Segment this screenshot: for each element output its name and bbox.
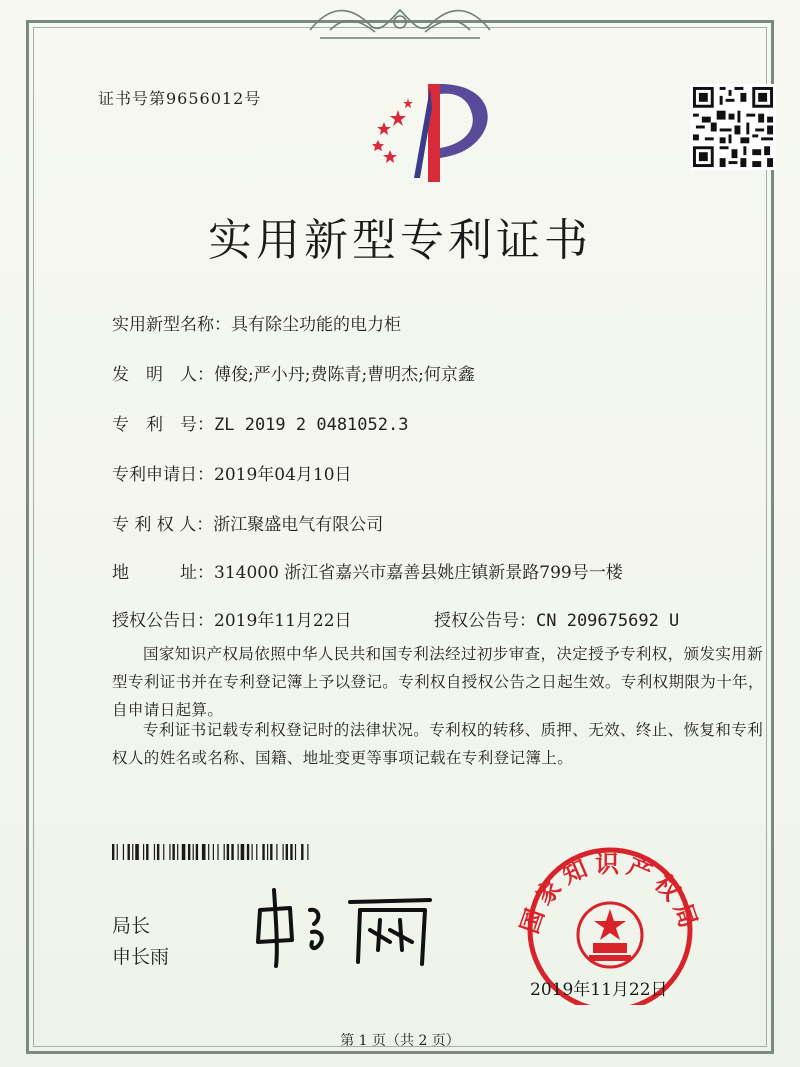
seal-text: 国家知识产权局 — [515, 850, 705, 938]
field-label: 专 利 号： — [112, 415, 214, 435]
field-value: 2019年04月10日 — [214, 465, 352, 485]
field-patent-number — [112, 410, 408, 435]
body-paragraph-1: 国家知识产权局依照中华人民共和国专利法经过初步审查，决定授予专利权，颁发实用新型专利证书并在专利登记簿上予以登记。专利权自授权公告之日起生效。专利权期限为十年，自申请日起算。 — [112, 645, 764, 719]
field-label: 授权公告号： — [434, 611, 536, 631]
field-value: 浙江聚盛电气有限公司 — [213, 515, 384, 535]
field-label: 发 明 人： — [112, 365, 214, 385]
field-value: 傅俊;严小丹;费陈青;曹明杰;何京鑫 — [214, 365, 475, 385]
signature-icon — [240, 880, 450, 970]
field-value: ZL 2019 2 0481052.3 — [214, 415, 409, 435]
page-indicator: 第 1 页（共 2 页） — [340, 1033, 460, 1049]
director-name: 申长雨 — [112, 946, 170, 968]
qr-code-icon — [690, 84, 776, 170]
certificate-number: 证书号第9656012号 — [98, 89, 262, 108]
field-value: 具有除尘功能的电力柜 — [231, 315, 401, 335]
field-label: 专 利 权 人： — [112, 515, 214, 535]
field-label: 地 址： — [112, 563, 214, 583]
field-grant-number — [434, 606, 679, 631]
barcode-icon — [112, 844, 452, 860]
seal-date: 2019年11月22日 — [530, 980, 668, 1000]
field-value: 2019年11月22日 — [214, 611, 352, 631]
field-label: 专利申请日： — [112, 465, 214, 485]
certificate-title: 实用新型专利证书 — [208, 215, 592, 266]
field-grant-date — [112, 606, 352, 631]
field-label: 实用新型名称： — [112, 315, 231, 335]
cnipa-emblem-icon — [368, 78, 508, 188]
field-inventor — [112, 360, 475, 385]
field-utility-model-name — [112, 310, 401, 335]
field-value: CN 209675692 U — [536, 611, 680, 631]
body-paragraph-2: 专利证书记载专利权登记时的法律状况。专利权的转移、质押、无效、终止、恢复和专利权人的姓名或名称、国籍、地址变更等事项记载在专利登记簿上。 — [112, 721, 764, 767]
top-ornament-icon — [300, 0, 500, 44]
field-value: 314000 浙江省嘉兴市嘉善县姚庄镇新景路799号一楼 — [214, 563, 623, 583]
field-label: 授权公告日： — [112, 611, 214, 631]
field-address — [112, 558, 623, 583]
director-title: 局长 — [112, 915, 151, 937]
field-patentee — [112, 510, 383, 535]
field-filing-date — [112, 460, 352, 485]
